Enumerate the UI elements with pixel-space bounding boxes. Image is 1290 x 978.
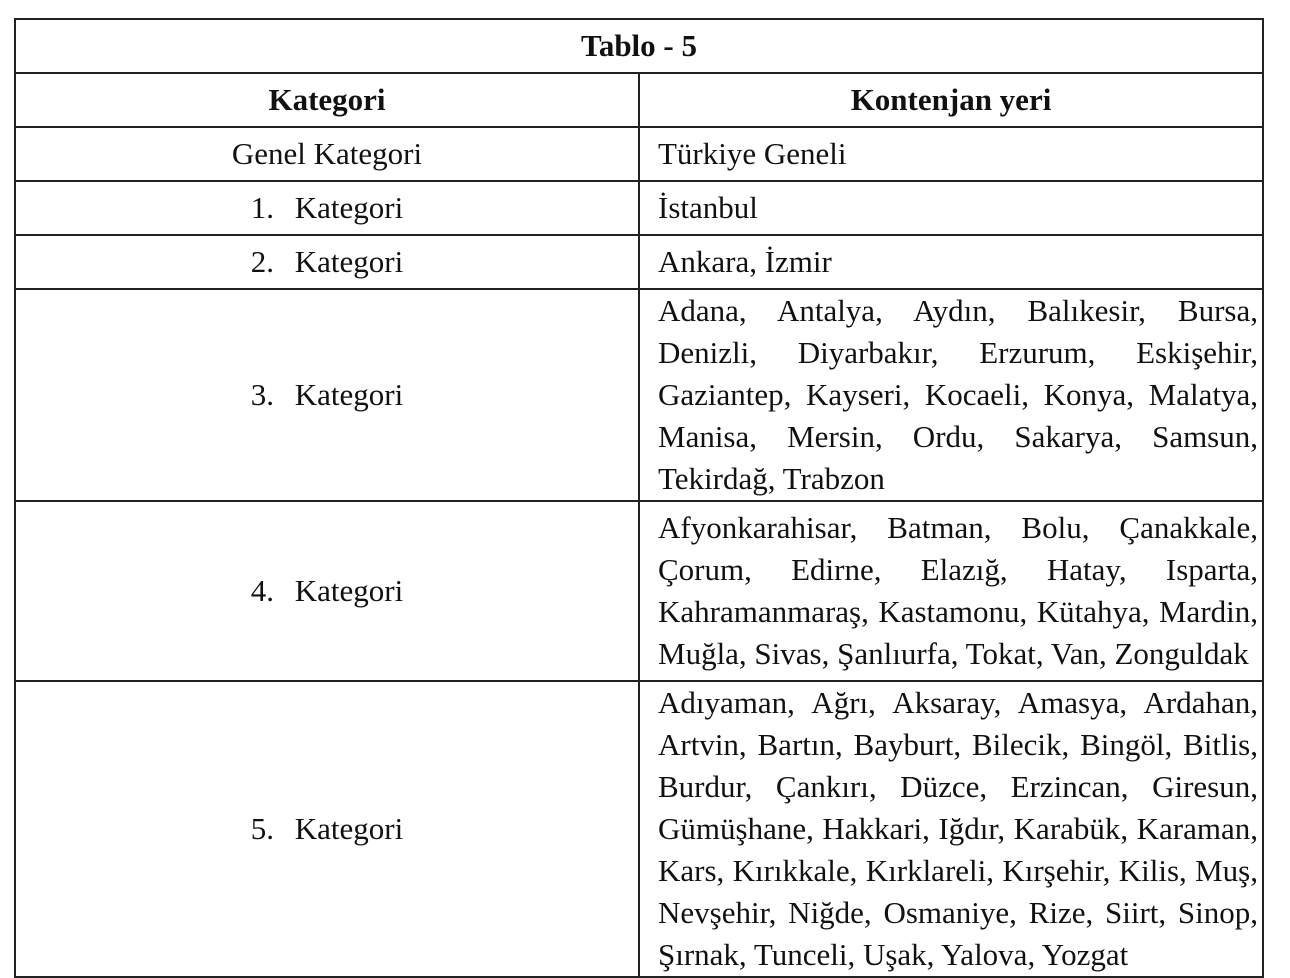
category-column-header: Kategori (15, 73, 639, 127)
table-row (15, 181, 1263, 235)
locations-cell: İstanbul (639, 181, 1263, 235)
category-number: 3. (250, 377, 275, 412)
locations-cell: Adana, Antalya, Aydın, Balıkesir, Bursa, Denizli, Diyarbakır, Erzurum, Eskişehir, Gaziantep, Kayseri, Kocaeli, Konya, Malatya, Manisa, Mersin, Ordu, Sakarya, Samsun, Tekirdağ, Trabzon (639, 289, 1263, 501)
table-row (15, 289, 1263, 501)
category-label: Kategori (294, 573, 404, 608)
table-row (15, 501, 1263, 681)
category-cell (15, 681, 639, 977)
category-cell (15, 181, 639, 235)
locations-cell: Afyonkarahisar, Batman, Bolu, Çanakkale, Çorum, Edirne, Elazığ, Hatay, Isparta, Kahramanmaraş, Kastamonu, Kütahya, Mardin, Muğla, Sivas, Şanlıurfa, Tokat, Van, Zonguldak (639, 501, 1263, 681)
locations-cell: Türkiye Geneli (639, 127, 1263, 181)
quota-table-container (14, 18, 1264, 978)
category-number: 2. (250, 244, 275, 279)
category-number: 1. (250, 190, 275, 225)
category-label: Kategori (294, 190, 404, 225)
category-label: Kategori (294, 811, 404, 846)
category-label: Kategori (294, 377, 404, 412)
category-number: 5. (250, 811, 275, 846)
table-title: Tablo - 5 (15, 19, 1263, 73)
quota-place-column-header: Kontenjan yeri (639, 73, 1263, 127)
category-cell (15, 289, 639, 501)
category-cell (15, 501, 639, 681)
table-row (15, 127, 1263, 181)
locations-cell: Adıyaman, Ağrı, Aksaray, Amasya, Ardahan, Artvin, Bartın, Bayburt, Bilecik, Bingöl, Bitlis, Burdur, Çankırı, Düzce, Erzincan, Giresun, Gümüşhane, Hakkari, Iğdır, Karabük, Karaman, Kars, Kırıkkale, Kırklareli, Kırşehir, Kilis, Muş, Nevşehir, Niğde, Osmaniye, Rize, Siirt, Sinop, Şırnak, Tunceli, Uşak, Yalova, Yozgat (639, 681, 1263, 977)
category-cell (15, 235, 639, 289)
table-title-row (15, 19, 1263, 73)
category-label: Genel Kategori (231, 136, 423, 171)
table-row (15, 681, 1263, 977)
locations-cell: Ankara, İzmir (639, 235, 1263, 289)
category-cell (15, 127, 639, 181)
category-number: 4. (250, 573, 275, 608)
table-row (15, 235, 1263, 289)
table-header-row (15, 73, 1263, 127)
quota-table (14, 18, 1264, 978)
category-label: Kategori (294, 244, 404, 279)
